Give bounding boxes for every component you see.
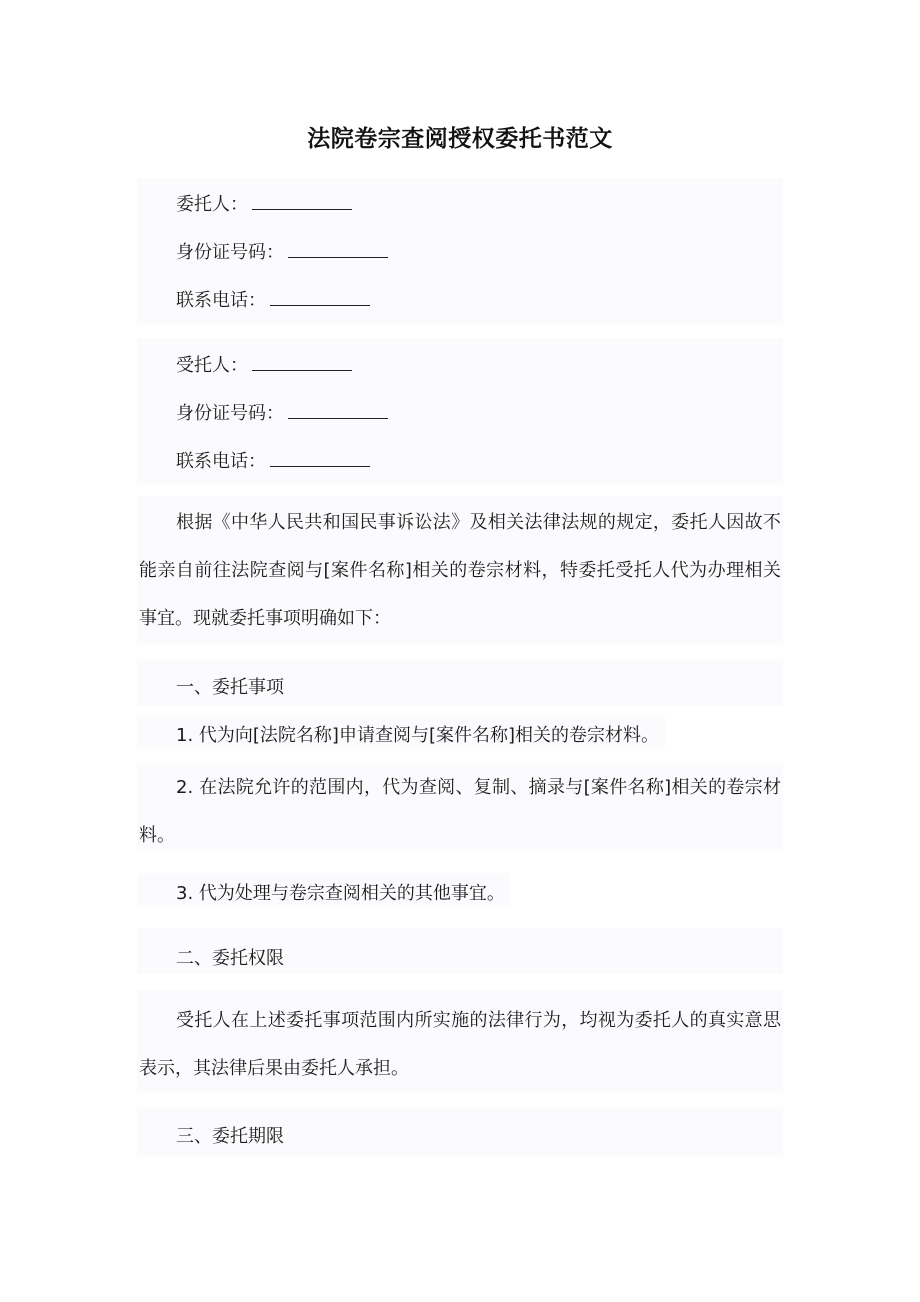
agent-phone-field [176, 447, 370, 473]
section1-item-3: 3. 代为处理与卷宗查阅相关的其他事宜。 [176, 883, 505, 904]
principal-phone-blank [270, 291, 370, 306]
document-title: 法院卷宗查阅授权委托书范文 [307, 126, 613, 152]
section2-body: 受托人在上述委托事项范围内所实施的法律行为，均视为委托人的真实意思表示，其法律后果由委托人承担。 [139, 1010, 781, 1079]
section1-item-2: 2. 在法院允许的范围内，代为查阅、复制、摘录与[案件名称]相关的卷宗材料。 [139, 777, 781, 846]
principal-name-blank [252, 195, 352, 210]
agent-phone-label: 联系电话： [176, 451, 266, 472]
principal-name-label: 委托人： [176, 194, 248, 215]
principal-phone-label: 联系电话： [176, 290, 266, 311]
agent-phone-blank [270, 452, 370, 467]
principal-id-field [176, 238, 388, 264]
principal-id-blank [288, 243, 388, 258]
section2-heading: 二、委托权限 [176, 948, 284, 969]
section1-heading: 一、委托事项 [176, 677, 284, 698]
section1-item-1: 1. 代为向[法院名称]申请查阅与[案件名称]相关的卷宗材料。 [176, 725, 659, 746]
principal-name-field [176, 190, 352, 216]
principal-id-label: 身份证号码： [176, 242, 284, 263]
agent-name-field [176, 351, 352, 377]
section3-heading: 三、委托期限 [176, 1126, 284, 1147]
agent-id-field [176, 399, 388, 425]
agent-name-label: 受托人： [176, 355, 248, 376]
agent-id-label: 身份证号码： [176, 403, 284, 424]
principal-phone-field [176, 286, 370, 312]
agent-name-blank [252, 356, 352, 371]
agent-id-blank [288, 404, 388, 419]
intro-paragraph: 根据《中华人民共和国民事诉讼法》及相关法律法规的规定，委托人因故不能亲自前往法院查阅与[案件名称]相关的卷宗材料，特委托受托人代为办理相关事宜。现就委托事项明确如下： [139, 512, 781, 629]
